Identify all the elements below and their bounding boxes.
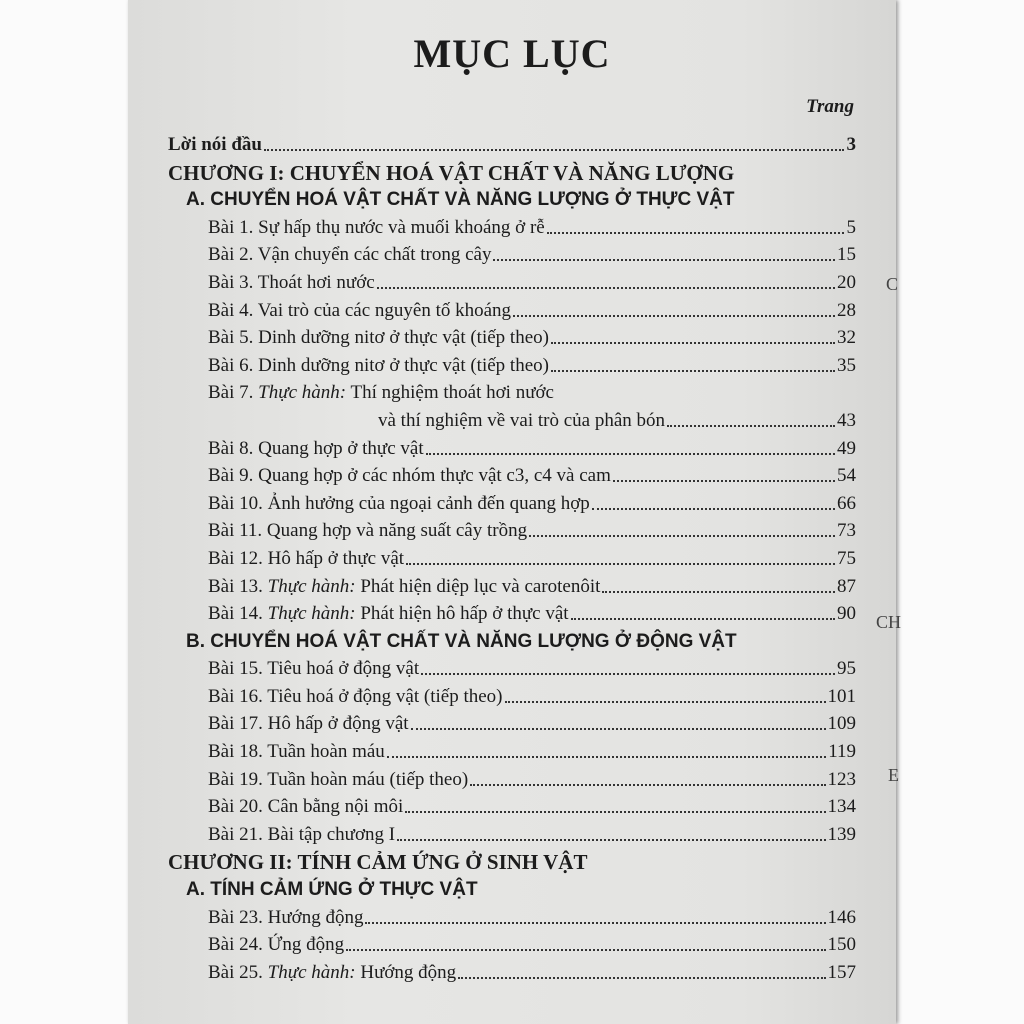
toc-entry-lesson bbox=[168, 349, 856, 377]
toc-entry-title: A. TÍNH CẢM ỨNG Ở THỰC VẬT bbox=[186, 879, 478, 901]
toc-entry-title: Bài 2. Vận chuyển các chất trong cây bbox=[208, 244, 492, 266]
lesson-type: Thực hành: bbox=[267, 961, 356, 983]
toc-entry-lesson bbox=[168, 432, 856, 460]
toc-entry-lesson bbox=[168, 322, 856, 350]
page-number: 134 bbox=[827, 796, 856, 818]
lesson-name: Hướng động bbox=[355, 961, 457, 983]
dot-leader bbox=[377, 287, 835, 289]
toc-entry-cont bbox=[168, 404, 856, 432]
toc-entry-chapter bbox=[168, 156, 856, 184]
toc-entry-lesson bbox=[168, 570, 856, 598]
dot-leader bbox=[397, 839, 825, 841]
toc-entry-title: Bài 4. Vai trò của các nguyên tố khoáng bbox=[208, 299, 512, 321]
page-number: 15 bbox=[837, 244, 856, 266]
dot-leader bbox=[458, 977, 825, 979]
toc-entry-lesson bbox=[168, 929, 856, 957]
toc-entry-title: Bài 3. Thoát hơi nước bbox=[208, 271, 375, 293]
page-number: 146 bbox=[827, 906, 856, 928]
toc-entry-title: Bài 10. Ảnh hưởng của ngoại cảnh đến quang hợp bbox=[208, 492, 590, 514]
dot-leader bbox=[505, 701, 826, 703]
toc-entry-title: Bài 15. Tiêu hoá ở động vật bbox=[208, 658, 420, 680]
dot-leader bbox=[551, 370, 835, 372]
adjacent-page-text: C bbox=[886, 274, 899, 294]
toc-entry-lesson bbox=[168, 763, 856, 791]
toc-entry-lesson bbox=[168, 542, 856, 570]
dot-leader bbox=[470, 784, 825, 786]
table-of-contents bbox=[168, 118, 856, 984]
lesson-name: Phát hiện hô hấp ở thực vật bbox=[355, 603, 569, 625]
toc-entry-title: A. CHUYỂN HOÁ VẬT CHẤT VÀ NĂNG LƯỢNG Ở THỰC VẬT bbox=[186, 189, 735, 211]
lesson-number: Bài 14. bbox=[208, 603, 268, 625]
page-number: 75 bbox=[837, 547, 856, 569]
toc-entry-title: Bài 19. Tuần hoàn máu (tiếp theo) bbox=[208, 768, 469, 790]
toc-entry-section bbox=[168, 625, 856, 653]
toc-entry-lesson bbox=[168, 653, 856, 681]
toc-entry-title: Bài 11. Quang hợp và năng suất cây trồng bbox=[208, 520, 528, 542]
toc-entry-title: Bài 9. Quang hợp ở các nhóm thực vật c3, c4 và cam bbox=[208, 465, 611, 487]
lesson-type: Thực hành: bbox=[258, 382, 347, 404]
toc-entry-title bbox=[208, 962, 456, 984]
toc-entry-lesson bbox=[168, 515, 856, 543]
dot-leader bbox=[613, 480, 835, 482]
toc-entry-lesson bbox=[168, 818, 856, 846]
dot-leader bbox=[426, 453, 835, 455]
page-number: 49 bbox=[837, 437, 856, 459]
page-title: MỤC LỤC bbox=[413, 31, 611, 76]
lesson-number: Bài 7. bbox=[208, 382, 259, 404]
toc-entry-title: B. CHUYỂN HOÁ VẬT CHẤT VÀ NĂNG LƯỢNG Ở ĐỘNG VẬT bbox=[186, 630, 737, 652]
toc-entry-title bbox=[208, 576, 600, 598]
toc-entry-title: Bài 21. Bài tập chương I bbox=[208, 823, 396, 845]
dot-leader bbox=[411, 728, 826, 730]
toc-entry-lesson bbox=[168, 266, 856, 294]
toc-entry-lesson bbox=[168, 598, 856, 626]
page-number: 32 bbox=[837, 327, 856, 349]
dot-leader bbox=[513, 315, 835, 317]
page-number: 87 bbox=[837, 575, 856, 597]
toc-entry-title: Bài 1. Sự hấp thụ nước và muối khoáng ở rễ bbox=[208, 216, 545, 238]
toc-entry-lesson bbox=[168, 211, 856, 239]
page-number: 90 bbox=[837, 603, 856, 625]
dot-leader bbox=[592, 508, 835, 510]
toc-entry-title bbox=[208, 382, 554, 404]
dot-leader bbox=[264, 149, 844, 151]
toc-entry-title: CHƯƠNG I: CHUYỂN HOÁ VẬT CHẤT VÀ NĂNG LƯỢNG bbox=[168, 160, 735, 185]
toc-entry-lesson bbox=[168, 460, 856, 488]
toc-entry-title: Lời nói đầu bbox=[168, 134, 262, 155]
dot-leader bbox=[571, 618, 835, 620]
book-page bbox=[128, 0, 899, 1024]
page-number: 119 bbox=[828, 741, 856, 763]
page-number: 43 bbox=[837, 409, 856, 431]
dot-leader bbox=[551, 342, 835, 344]
dot-leader bbox=[493, 259, 835, 261]
lesson-name: Thí nghiệm thoát hơi nước bbox=[346, 382, 554, 404]
toc-entry-lesson bbox=[168, 791, 856, 819]
page-number: 3 bbox=[846, 134, 856, 155]
page-number: 5 bbox=[846, 216, 856, 238]
dot-leader bbox=[529, 535, 835, 537]
page-number: 20 bbox=[837, 271, 856, 293]
dot-leader bbox=[547, 232, 844, 234]
toc-entry-lesson bbox=[168, 487, 856, 515]
dot-leader bbox=[346, 949, 825, 951]
dot-leader bbox=[365, 922, 825, 924]
toc-entry-section bbox=[168, 873, 856, 901]
page-number: 109 bbox=[827, 713, 856, 735]
toc-entry-title: Bài 12. Hô hấp ở thực vật bbox=[208, 547, 405, 569]
toc-entry-section bbox=[168, 184, 856, 212]
dot-leader bbox=[387, 756, 826, 758]
page-number: 73 bbox=[837, 520, 856, 542]
toc-entry-title: Bài 24. Ứng động bbox=[208, 934, 345, 956]
lesson-type: Thực hành: bbox=[267, 603, 356, 625]
page-number: 123 bbox=[827, 768, 856, 790]
toc-entry-title: Bài 23. Hướng động bbox=[208, 906, 364, 928]
toc-entry-lesson bbox=[168, 901, 856, 929]
toc-entry-title: Bài 17. Hô hấp ở động vật bbox=[208, 713, 409, 735]
dot-leader bbox=[405, 811, 825, 813]
page-number: 139 bbox=[827, 823, 856, 845]
page-number: 95 bbox=[837, 658, 856, 680]
page-number: 101 bbox=[827, 685, 856, 707]
toc-entry-title: CHƯƠNG II: TÍNH CẢM ỨNG Ở SINH VẬT bbox=[168, 850, 588, 875]
page-number: 28 bbox=[837, 299, 856, 321]
page-number: 35 bbox=[837, 354, 856, 376]
toc-entry-lesson bbox=[168, 294, 856, 322]
dot-leader bbox=[406, 563, 835, 565]
lesson-type: Thực hành: bbox=[267, 575, 356, 597]
lesson-name: Phát hiện diệp lục và carotenôit bbox=[355, 575, 601, 597]
lesson-number: Bài 25. bbox=[208, 961, 268, 983]
adjacent-page-text: CH bbox=[876, 612, 902, 632]
toc-entry-title: Bài 8. Quang hợp ở thực vật bbox=[208, 437, 424, 459]
dot-leader bbox=[602, 591, 835, 593]
toc-entry-lesson bbox=[168, 680, 856, 708]
toc-entry-front bbox=[168, 118, 856, 156]
page-number: 66 bbox=[837, 492, 856, 514]
toc-entry-chapter bbox=[168, 846, 856, 874]
toc-entry-title: Bài 6. Dinh dưỡng nitơ ở thực vật (tiếp theo) bbox=[208, 354, 549, 376]
page-column-label: Trang bbox=[806, 96, 854, 117]
toc-entry-lesson bbox=[168, 735, 856, 763]
toc-entry-title: Bài 5. Dinh dưỡng nitơ ở thực vật (tiếp theo) bbox=[208, 327, 549, 349]
dot-leader bbox=[667, 425, 835, 427]
toc-entry-lesson bbox=[168, 239, 856, 267]
page-number: 150 bbox=[827, 934, 856, 956]
lesson-number: Bài 13. bbox=[208, 575, 268, 597]
toc-entry-title: và thí nghiệm về vai trò của phân bón bbox=[378, 409, 666, 431]
toc-entry-title bbox=[208, 603, 569, 625]
adjacent-page-text: E bbox=[888, 765, 899, 785]
page-number: 157 bbox=[827, 961, 856, 983]
toc-entry-lesson bbox=[168, 956, 856, 984]
toc-entry-lesson bbox=[168, 708, 856, 736]
toc-entry-title: Bài 16. Tiêu hoá ở động vật (tiếp theo) bbox=[208, 685, 503, 707]
toc-entry-title: Bài 18. Tuần hoàn máu bbox=[208, 741, 385, 763]
toc-entry-title: Bài 20. Cân bằng nội môi bbox=[208, 796, 404, 818]
toc-entry-lesson bbox=[168, 377, 856, 405]
dot-leader bbox=[421, 673, 835, 675]
page-number: 54 bbox=[837, 465, 856, 487]
